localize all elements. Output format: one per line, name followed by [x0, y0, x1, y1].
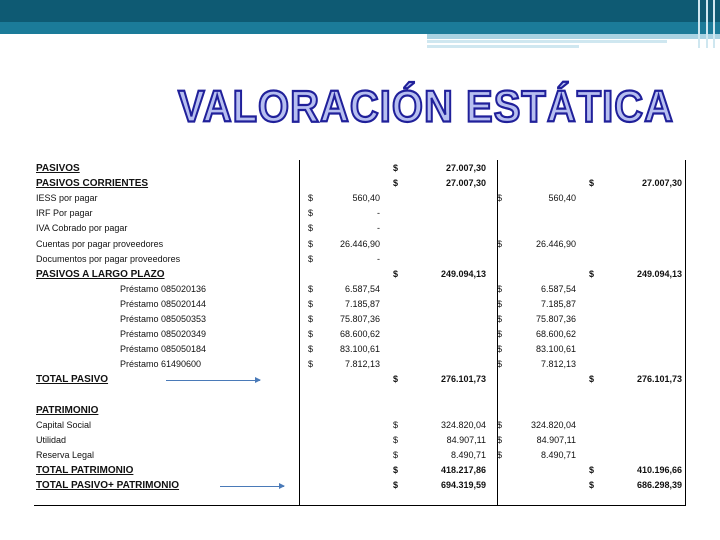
currency-sign: $ [589, 374, 595, 385]
row-label: Utilidad [36, 434, 67, 445]
currency-sign: $ [497, 238, 503, 249]
header-accent-line [427, 40, 667, 43]
amount-cell: 83.100,61 [339, 344, 380, 355]
total-arrow [166, 380, 260, 381]
amount-cell: 8.490,71 [450, 449, 486, 460]
table-row [34, 342, 686, 357]
currency-sign: $ [308, 344, 314, 355]
table-row [34, 327, 686, 342]
currency-sign: $ [589, 465, 595, 475]
row-label: Préstamo 085050353 [120, 314, 207, 324]
amount-cell: 276.101,73 [440, 374, 486, 385]
amount-cell: 8.490,71 [540, 449, 576, 460]
row-label: PASIVOS [36, 163, 80, 174]
amount-cell: 26.446,90 [339, 238, 380, 249]
currency-sign: $ [497, 298, 503, 309]
amount-cell: 75.807,36 [339, 314, 380, 324]
table-row [34, 221, 686, 236]
amount-cell: 410.196,66 [636, 465, 682, 475]
amount-cell: 7.185,87 [540, 298, 576, 309]
currency-sign: $ [497, 283, 503, 294]
amount-cell: 6.587,54 [540, 283, 576, 294]
currency-sign: $ [497, 419, 503, 430]
amount-cell: 68.600,62 [535, 329, 576, 340]
amount-cell: 83.100,61 [535, 344, 576, 355]
currency-sign: $ [497, 359, 503, 370]
balance-sheet-table [34, 160, 686, 506]
currency-sign: $ [393, 268, 399, 279]
table-row [34, 206, 686, 221]
currency-sign: $ [497, 193, 503, 204]
amount-cell: - [377, 208, 380, 219]
currency-sign: $ [308, 314, 314, 324]
currency-sign: $ [308, 193, 314, 204]
amount-cell: 276.101,73 [636, 374, 682, 385]
row-label: PASIVOS A LARGO PLAZO [36, 268, 165, 280]
row-label: Cuentas por pagar proveedores [36, 238, 164, 249]
amount-cell: 249.094,13 [440, 268, 486, 279]
currency-sign: $ [497, 449, 503, 460]
amount-cell: 26.446,90 [535, 238, 576, 249]
currency-sign: $ [497, 344, 503, 355]
currency-sign: $ [589, 480, 595, 491]
slide-title: VALORACIÓN ESTÁTICA [178, 82, 675, 132]
table-row [34, 191, 686, 206]
total-arrow [220, 486, 284, 487]
table-row [34, 372, 686, 387]
currency-sign: $ [393, 465, 399, 475]
currency-sign: $ [497, 314, 503, 324]
amount-cell: 7.812,13 [540, 359, 576, 370]
table-row [34, 403, 686, 418]
row-label: IESS por pagar [36, 193, 98, 204]
header-divider [698, 0, 700, 48]
table-row [34, 388, 686, 403]
table-row [34, 418, 686, 433]
row-label: Préstamo 085050184 [120, 344, 207, 355]
currency-sign: $ [308, 223, 314, 234]
amount-cell: 27.007,30 [445, 163, 486, 173]
row-label: PASIVOS CORRIENTES [36, 178, 149, 190]
amount-cell: 560,40 [548, 193, 576, 204]
amount-cell: 324.820,04 [530, 419, 576, 430]
header-accent-line [427, 45, 579, 48]
header-bar [0, 0, 720, 22]
row-label: TOTAL PASIVO+ PATRIMONIO [36, 480, 180, 492]
row-label: Capital Social [36, 419, 92, 430]
row-label: TOTAL PASIVO [36, 374, 109, 386]
amount-cell: 324.820,04 [440, 419, 486, 430]
currency-sign: $ [308, 298, 314, 309]
header-divider [713, 0, 715, 48]
table-row [34, 478, 686, 493]
row-label: IVA Cobrado por pagar [36, 223, 128, 234]
currency-sign: $ [308, 329, 314, 340]
row-label: PATRIMONIO [36, 404, 99, 416]
header-divider [706, 0, 708, 48]
currency-sign: $ [308, 253, 314, 264]
currency-sign: $ [308, 283, 314, 294]
amount-cell: - [377, 253, 380, 264]
amount-cell: - [377, 223, 380, 234]
currency-sign: $ [497, 329, 503, 340]
table-row [34, 267, 686, 282]
row-label: Documentos por pagar proveedores [36, 253, 181, 264]
table-row [34, 433, 686, 448]
row-label: Préstamo 61490600 [120, 359, 202, 370]
currency-sign: $ [308, 359, 314, 370]
table-row [34, 282, 686, 297]
table-row [34, 463, 686, 478]
amount-cell: 7.812,13 [344, 359, 380, 370]
row-label: IRF Por pagar [36, 208, 93, 219]
row-label: TOTAL PATRIMONIO [36, 465, 134, 476]
currency-sign: $ [393, 178, 399, 189]
table-bottom-border [34, 505, 686, 506]
amount-cell: 84.907,11 [536, 434, 576, 445]
row-label: Préstamo 085020349 [120, 329, 207, 340]
amount-cell: 6.587,54 [344, 283, 380, 294]
currency-sign: $ [393, 449, 399, 460]
currency-sign: $ [393, 419, 399, 430]
currency-sign: $ [393, 163, 399, 173]
amount-cell: 68.600,62 [339, 329, 380, 340]
currency-sign: $ [308, 208, 314, 219]
amount-cell: 84.907,11 [446, 434, 486, 445]
row-label: Préstamo 085020144 [120, 298, 207, 309]
currency-sign: $ [393, 434, 399, 445]
currency-sign: $ [393, 480, 399, 491]
currency-sign: $ [589, 178, 595, 189]
amount-cell: 75.807,36 [535, 314, 576, 324]
amount-cell: 249.094,13 [636, 268, 682, 279]
row-label: Reserva Legal [36, 449, 95, 460]
amount-cell: 7.185,87 [344, 298, 380, 309]
amount-cell: 686.298,39 [636, 480, 682, 491]
table-row [34, 252, 686, 267]
amount-cell: 27.007,30 [445, 178, 486, 189]
header-accent-line [427, 34, 720, 39]
table-row [34, 176, 686, 191]
currency-sign: $ [393, 374, 399, 385]
row-label: Préstamo 085020136 [120, 283, 207, 294]
table-row [34, 357, 686, 372]
table-row [34, 448, 686, 463]
table-row [34, 161, 686, 176]
table-row [34, 297, 686, 312]
amount-cell: 694.319,59 [440, 480, 486, 491]
amount-cell: 418.217,86 [440, 465, 486, 475]
currency-sign: $ [308, 238, 314, 249]
header-band [0, 22, 720, 34]
table-row [34, 237, 686, 252]
currency-sign: $ [497, 434, 503, 445]
amount-cell: 27.007,30 [641, 178, 682, 189]
table-row [34, 312, 686, 327]
currency-sign: $ [589, 268, 595, 279]
amount-cell: 560,40 [352, 193, 380, 204]
